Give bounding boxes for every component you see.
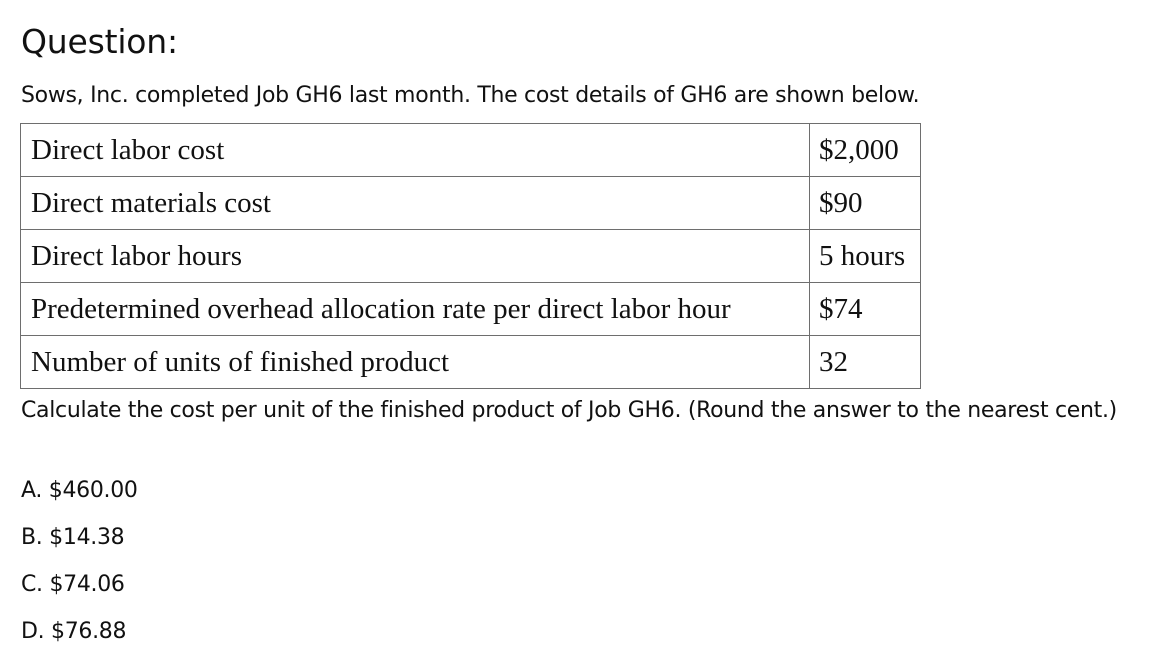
question-text: Calculate the cost per unit of the finished product of Job GH6. (Round the answer to the nearest cent.) xyxy=(21,398,1117,423)
option-c[interactable]: C. $74.06 xyxy=(21,572,125,597)
table-row xyxy=(21,336,921,389)
row-value: 5 hours xyxy=(810,230,921,283)
table-row xyxy=(21,283,921,336)
row-label: Direct labor cost xyxy=(21,124,810,177)
table-row xyxy=(21,177,921,230)
table-row xyxy=(21,124,921,177)
answer-options xyxy=(21,474,138,662)
row-value: $2,000 xyxy=(810,124,921,177)
option-b[interactable]: B. $14.38 xyxy=(21,525,125,550)
row-value: $90 xyxy=(810,177,921,230)
row-label: Direct materials cost xyxy=(21,177,810,230)
row-label: Direct labor hours xyxy=(21,230,810,283)
intro-text: Sows, Inc. completed Job GH6 last month. The cost details of GH6 are shown below. xyxy=(21,83,920,108)
row-value: 32 xyxy=(810,336,921,389)
option-d[interactable]: D. $76.88 xyxy=(21,619,127,644)
row-value: $74 xyxy=(810,283,921,336)
row-label: Number of units of finished product xyxy=(21,336,810,389)
question-heading: Question: xyxy=(21,22,178,61)
cost-details-table xyxy=(20,123,921,389)
table-row xyxy=(21,230,921,283)
option-a[interactable]: A. $460.00 xyxy=(21,478,138,503)
row-label: Predetermined overhead allocation rate per direct labor hour xyxy=(21,283,810,336)
